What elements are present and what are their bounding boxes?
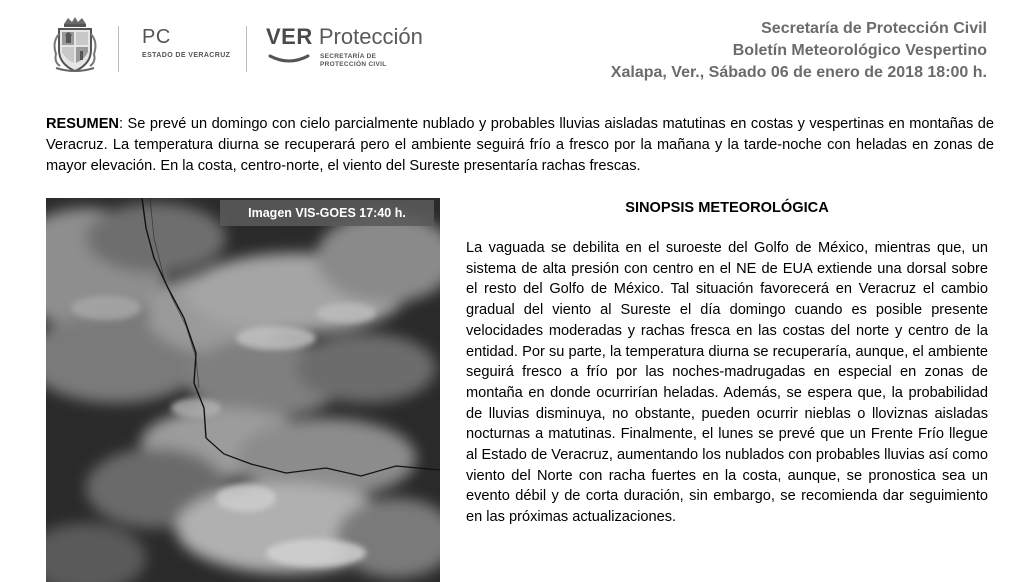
pc-logo [142, 26, 230, 59]
summary-paragraph [46, 114, 994, 177]
synopsis-title: SINOPSIS METEOROLÓGICA [625, 200, 829, 216]
bulletin-heading [611, 18, 987, 84]
ver-logo-subtitle-line1: SECRETARÍA DE [320, 53, 377, 60]
ver-smile-mark-icon [266, 54, 312, 64]
pc-logo-title: PC [142, 26, 171, 48]
pc-logo-subtitle: ESTADO DE VERACRUZ [142, 52, 231, 59]
heading-secretariat: Secretaría de Protección Civil [761, 20, 987, 37]
heading-bulletin-title: Boletín Meteorológico Vespertino [732, 42, 987, 59]
synopsis-paragraph: La vaguada se debilita en el suroeste del Golfo de México, mientras que, un sistema de alta presión con centro en el NE de EUA extiende una dorsal sobre el resto del Golfo de México. Tal situación favorecerá en Veracruz el cambio gradual del viento al Sureste el día domingo cuando es posible presente velocidades moderadas y rachas fresca en las costas del norte y centro de la entidad. Por su parte, la temperatura diurna se recuperaría, aunque, el ambiente seguirá fresco a frío por las noches-madrugadas en especial en zonas de montaña en donde ocurrirían heladas. Además, se espera que, la probabilidad de lluvias disminuya, no obstante, pueden ocurrir nieblas o lloviznas aisladas nocturnas a matutinas. Finalmente, el lunes se prevé que un Frente Frío llegue al Estado de Veracruz, aumentando los nublados con probables lluvias así como viento del Norte con racha fuertes en la costa, aunque, se pronostica sea un evento débil y de corta duración, sin embargo, se recomienda dar seguimiento en las próximas actualizaciones. [466, 240, 988, 526]
header-divider [118, 26, 119, 72]
bulletin-header [0, 0, 1033, 100]
summary-label: RESUMEN [46, 116, 119, 132]
summary-text: : Se prevé un domingo con cielo parcialmente nublado y probables lluvias aisladas matutinas en costas y vespertinas en montañas de Veracruz. La temperatura diurna se recuperará pero el ambiente seguirá frío a fresco por la mañana y la tarde-noche con heladas en zonas de mayor elevación. En la costa, centro-norte, el viento del Sureste presentaría rachas frescas. [46, 116, 994, 174]
ver-logo-subtitle-line2: PROTECCIÓN CIVIL [320, 61, 387, 68]
ver-logo-strong: VER [266, 24, 313, 49]
header-divider [246, 26, 247, 72]
veracruz-coat-of-arms-icon [50, 16, 100, 74]
ver-logo-light: Protección [318, 24, 423, 49]
satellite-image-drawing [46, 198, 440, 582]
satellite-image [46, 198, 440, 582]
ver-logo-subtitle [320, 53, 387, 69]
heading-date: Xalapa, Ver., Sábado 06 de enero de 2018 18:00 h. [610, 64, 987, 81]
ver-proteccion-logo [266, 24, 423, 68]
satellite-caption: Imagen VIS-GOES 17:40 h. [220, 200, 434, 226]
